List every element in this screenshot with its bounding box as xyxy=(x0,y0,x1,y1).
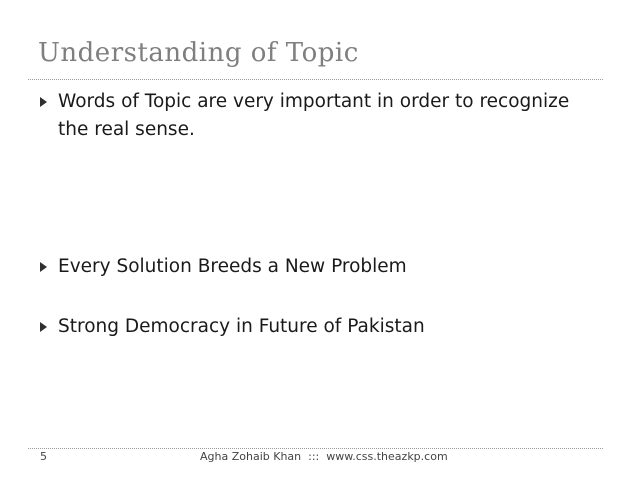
bullet-text: Every Solution Breeds a New Problem xyxy=(58,256,407,277)
footer-website: www.css.theazkp.com xyxy=(326,450,448,463)
footer-credit xyxy=(200,450,460,463)
bullet-text: Words of Topic are very important in order to recognize the real sense. xyxy=(58,91,570,140)
footer-separator: ::: xyxy=(308,450,320,463)
triangle-bullet-icon xyxy=(40,97,47,107)
bullet-item xyxy=(40,253,595,281)
triangle-bullet-icon xyxy=(40,262,47,272)
footer-divider xyxy=(28,448,603,449)
title-divider xyxy=(28,79,603,80)
triangle-bullet-icon xyxy=(40,322,47,332)
bullet-text: Strong Democracy in Future of Pakistan xyxy=(58,316,425,337)
bullet-item xyxy=(40,313,595,341)
page-number: 5 xyxy=(40,450,47,463)
slide-title: Understanding of Topic xyxy=(38,38,359,68)
footer-author: Agha Zohaib Khan xyxy=(200,450,302,463)
bullet-item xyxy=(40,88,595,144)
